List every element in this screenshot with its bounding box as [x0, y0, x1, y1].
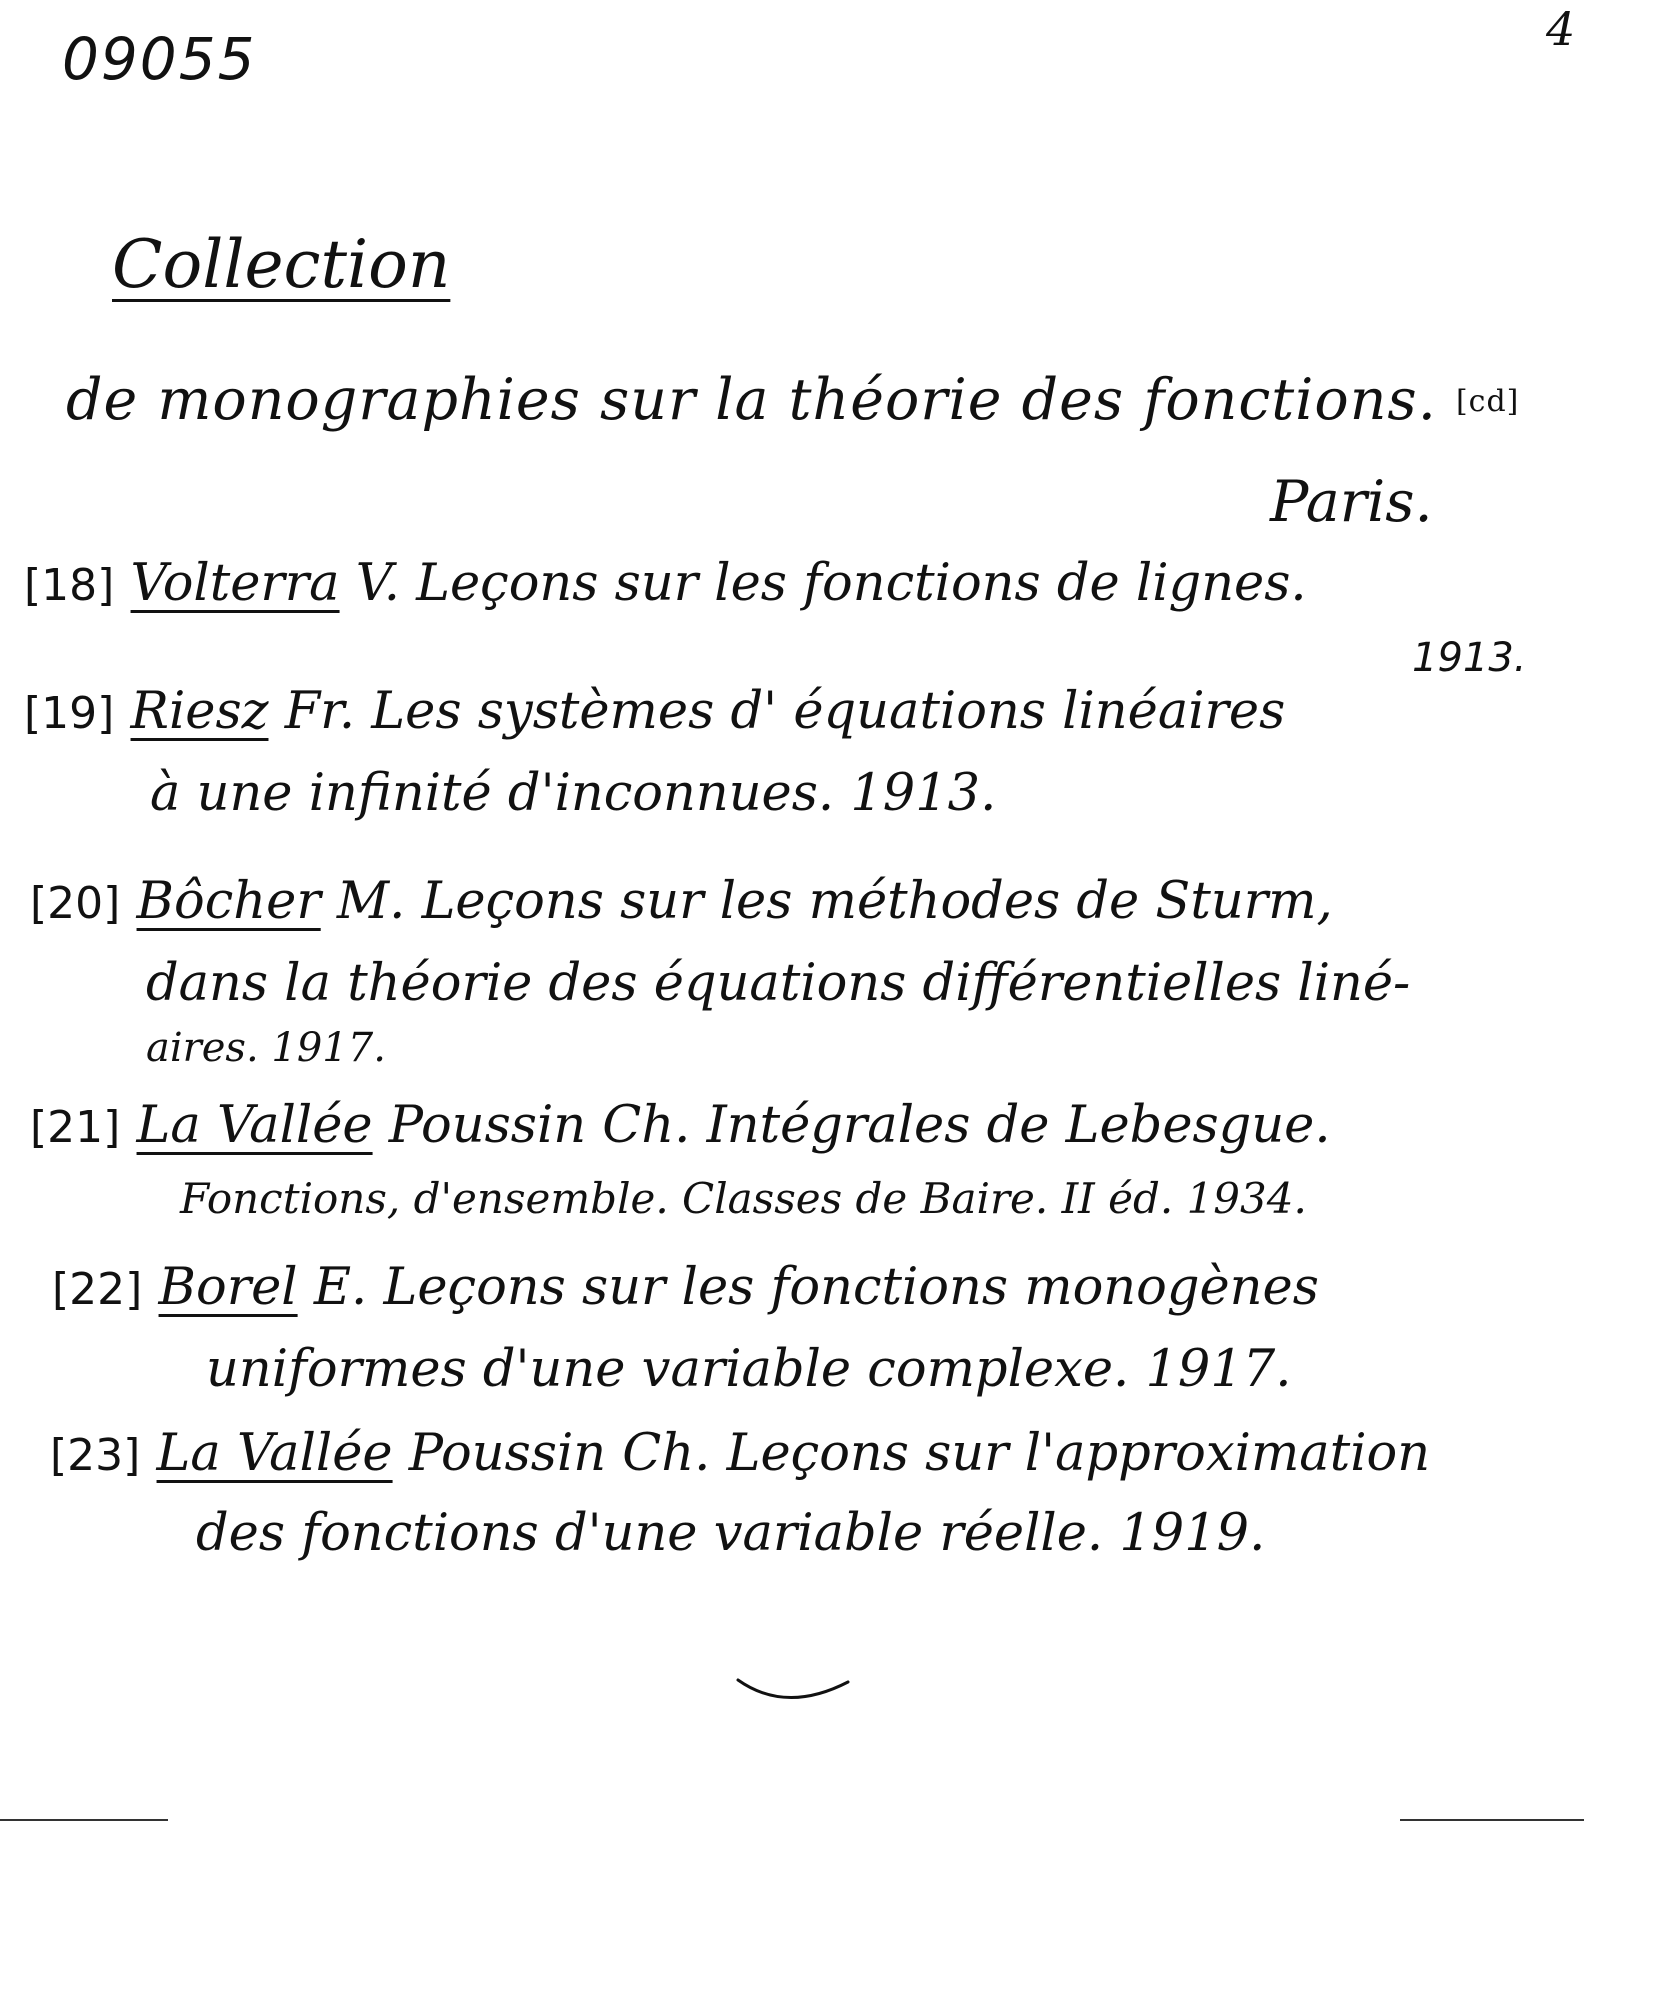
entry-line: Fonctions, d'ensemble. Classes de Baire. II éd. 1934. [180, 1174, 1307, 1223]
entry-author: Volterra [130, 554, 340, 613]
entry-line: à une infinité d'inconnues. 1913. [150, 764, 997, 823]
entry-number: [20] [30, 878, 121, 929]
entry-line [50, 1424, 1431, 1483]
entry-author: Bôcher [136, 872, 321, 931]
entry-year: 1913. [1412, 635, 1527, 681]
entry-line: des fonctions d'une variable réelle. 1919. [196, 1504, 1266, 1563]
divider-right [1400, 1819, 1584, 1821]
end-flourish-icon [736, 1672, 856, 1722]
collection-heading: Collection [112, 226, 451, 303]
entry-number: [23] [50, 1430, 141, 1481]
entry-text: Poussin Ch. Intégrales de Lebesgue. [388, 1096, 1331, 1155]
entry-number: [19] [24, 688, 115, 739]
subtitle-code: [cd] [1455, 384, 1520, 419]
entry-author: La Vallée [136, 1096, 373, 1155]
entry-author: Borel [158, 1258, 298, 1317]
entry-line: uniformes d'une variable complexe. 1917. [206, 1340, 1292, 1399]
subtitle-text: de monographies sur la théorie des fonctions. [66, 367, 1437, 433]
entry-text: Poussin Ch. Leçons sur l'approximation [408, 1424, 1431, 1483]
entry-author: La Vallée [156, 1424, 393, 1483]
entry-number: [21] [30, 1102, 121, 1153]
entry-text: V. Leçons sur les fonctions de lignes. [355, 554, 1307, 613]
entry-number: [22] [52, 1264, 143, 1315]
collection-subtitle [66, 367, 1520, 433]
publication-place: Paris. [1270, 469, 1433, 535]
entry-line [30, 1096, 1331, 1155]
entry-line: aires. 1917. [146, 1025, 386, 1071]
page-mark: 4 [1546, 2, 1576, 56]
entry-line [24, 682, 1286, 741]
entry-text: Fr. Les systèmes d' équations linéaires [284, 682, 1286, 741]
entry-line: dans la théorie des équations différentielles liné- [146, 954, 1411, 1013]
entry-line [30, 872, 1333, 931]
entry-text: M. Leçons sur les méthodes de Sturm, [336, 872, 1333, 931]
entry-line [52, 1258, 1319, 1317]
entry-text: E. Leçons sur les fonctions monogènes [313, 1258, 1319, 1317]
entry-number: [18] [24, 560, 115, 611]
catalog-number: 09055 [62, 25, 257, 93]
divider-left [0, 1819, 168, 1821]
entry-line [24, 554, 1307, 613]
entry-author: Riesz [130, 682, 269, 741]
